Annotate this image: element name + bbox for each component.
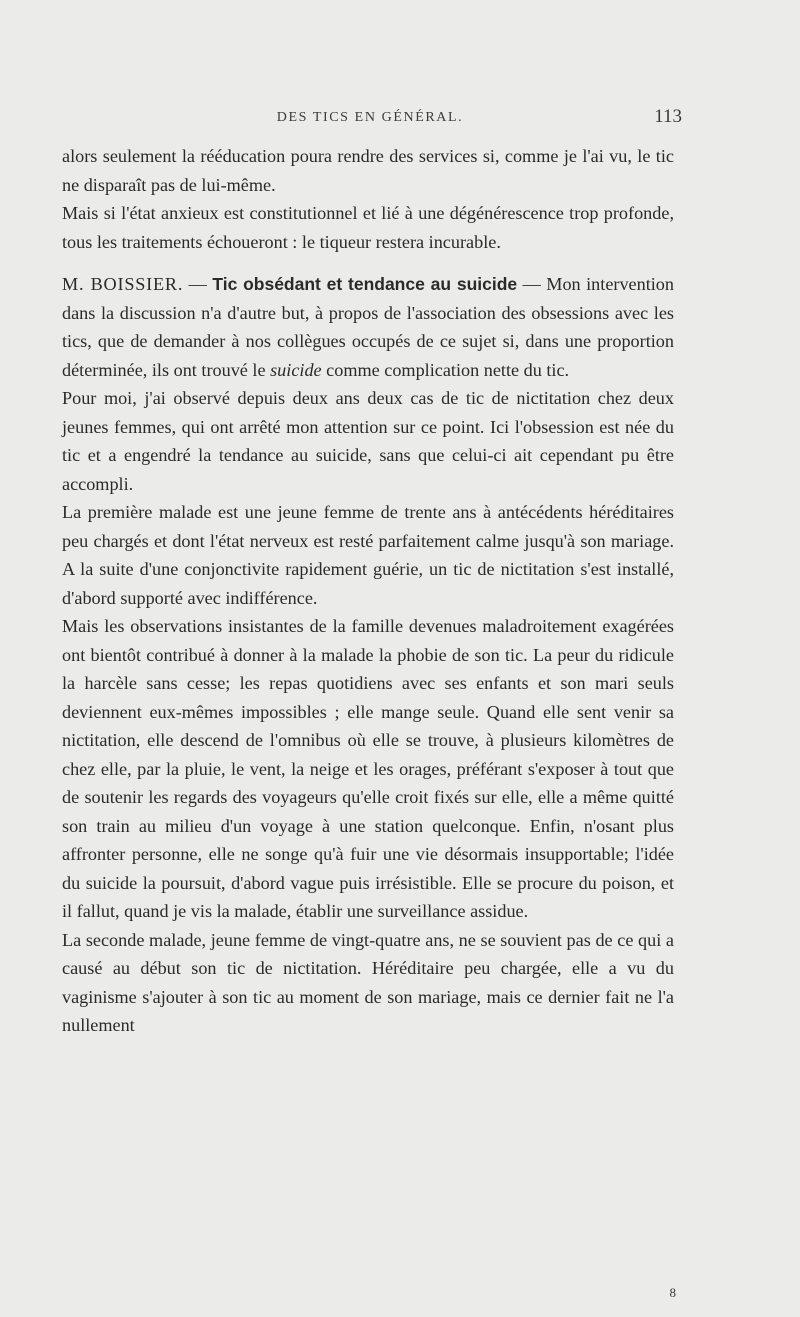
emphasis-suicide: suicide bbox=[270, 359, 322, 380]
paragraph-3-text-end: comme complication nette du tic. bbox=[321, 359, 570, 380]
section-title: Tic obsédant et tendance au suicide bbox=[212, 274, 518, 294]
paragraph-3-section-heading bbox=[62, 270, 674, 384]
author-name: M. BOISSIER. bbox=[62, 274, 184, 294]
text-block bbox=[62, 142, 674, 1040]
paragraph-7: La seconde malade, jeune femme de vingt-quatre ans, ne se souvient pas de ce qui a causé au début son tic de nictitation. Héréditaire peu chargée, elle a vu du vaginisme s'ajouter à son tic au moment de son mariage, mais ce dernier fait ne l'a nullement bbox=[62, 929, 674, 1035]
running-head bbox=[60, 104, 680, 138]
running-title: DES TICS EN GÉNÉRAL. bbox=[276, 110, 464, 125]
paragraph-5: La première malade est une jeune femme de trente ans à antécédents héréditaires peu chargés et dont l'état nerveux est resté parfaitement calme jusqu'à son mariage. A la suite d'une conjonctivite rapidement guérie, un tic de nictitation s'est installé, d'abord supporté avec indifférence. bbox=[62, 502, 674, 608]
paragraph-1: alors seulement la rééducation poura rendre des services si, comme je l'ai vu, le tic ne disparaît pas de lui-même. bbox=[62, 146, 674, 195]
signature-mark: 8 bbox=[669, 1285, 676, 1300]
page-number: 113 bbox=[654, 106, 682, 127]
paragraph-3-text: Mon intervention dans la discussion n'a d'autre but, à propos de l'association des obsessions avec les tics, que de demander à nos collègues occupés de ce sujet si, dans une proportion déterminée, ils ont trouvé le bbox=[62, 274, 674, 380]
dash-1: — bbox=[183, 274, 213, 294]
paragraph-4: Pour moi, j'ai observé depuis deux ans deux cas de tic de nictitation chez deux jeunes femmes, qui ont arrêté mon attention sur ce point. Ici l'obsession est née du tic et a engendré la tendance au suicide, sans que celui-ci ait cependant pu être accompli. bbox=[62, 388, 674, 494]
dash-2: — bbox=[517, 274, 547, 294]
paragraph-2: Mais si l'état anxieux est constitutionnel et lié à une dégénérescence trop profonde, tous les traitements échoueront : le tiqueur restera incurable. bbox=[62, 203, 674, 252]
paragraph-6: Mais les observations insistantes de la famille devenues maladroitement exagérées ont bientôt contribué à donner à la malade la phobie de son tic. La peur du ridicule la harcèle sans cesse; les repas quotidiens avec ses enfants et son mari seuls deviennent eux-mêmes impossibles ; elle mange seule. Quand elle sent venir sa nictitation, elle descend de l'omnibus où elle se trouve, à plusieurs kilomètres de chez elle, par la pluie, le vent, la neige et les orages, préférant s'exposer à tout que de soutenir les regards des voyageurs qu'elle croit fixés sur elle, elle a même quitté son train au milieu d'un voyage à une station quelconque. Enfin, n'osant plus affronter personne, elle ne songe qu'à fuir une vie désormais insupportable; l'idée du suicide la poursuit, d'abord vague puis irrésistible. Elle se procure du poison, et il fallut, quand je vis la malade, établir une surveillance assidue. bbox=[62, 616, 674, 921]
